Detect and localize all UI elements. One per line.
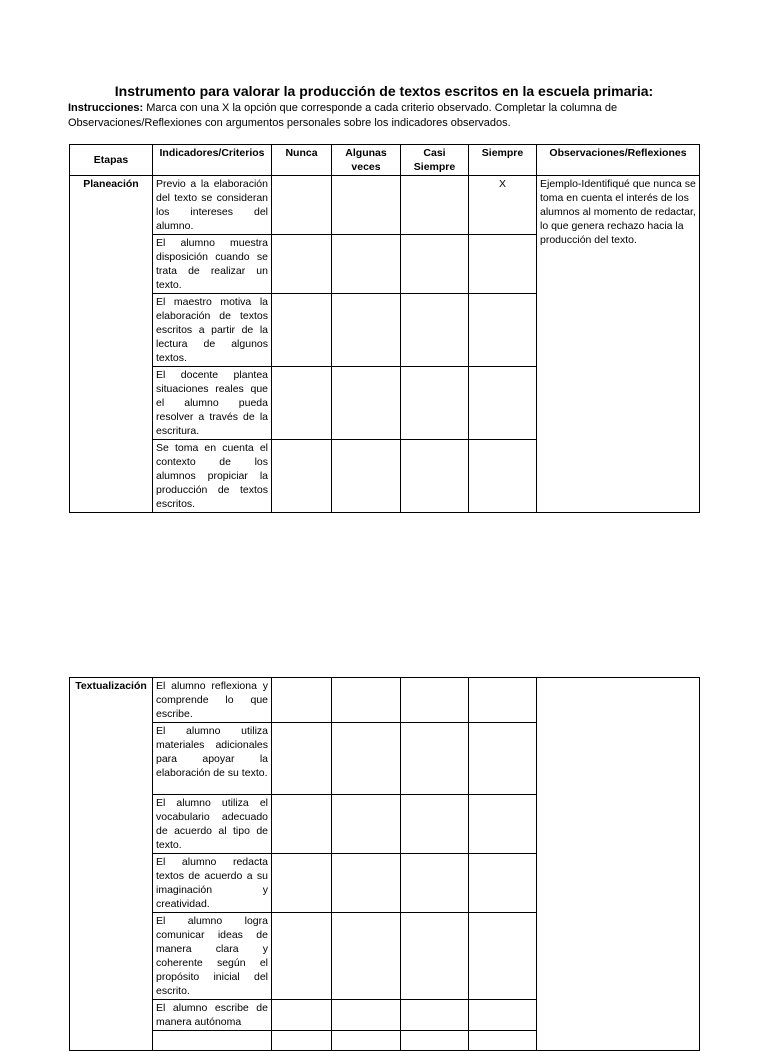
- nunca-cell[interactable]: [272, 235, 332, 294]
- criterio-cell: El docente plantea situaciones reales que el alumno pueda resolver a través de la escritura.: [153, 367, 272, 440]
- algunas-veces-cell[interactable]: [332, 723, 401, 795]
- criterio-cell: El alumno utiliza el vocabulario adecuado de acuerdo al tipo de texto.: [153, 795, 272, 854]
- criterio-cell: El alumno muestra disposición cuando se trata de realizar un texto.: [153, 235, 272, 294]
- algunas-veces-cell[interactable]: [332, 440, 401, 513]
- header-casi-siempre: Casi Siempre: [401, 145, 469, 176]
- siempre-cell[interactable]: [469, 1031, 537, 1051]
- nunca-cell[interactable]: [272, 1031, 332, 1051]
- siempre-cell[interactable]: [469, 723, 537, 795]
- nunca-cell[interactable]: [272, 294, 332, 367]
- nunca-cell[interactable]: [272, 723, 332, 795]
- casi-siempre-cell[interactable]: [401, 176, 469, 235]
- evaluation-table-textualizacion: [69, 677, 700, 1051]
- casi-siempre-cell[interactable]: [401, 1000, 469, 1031]
- siempre-cell[interactable]: X: [469, 176, 537, 235]
- header-etapas: Etapas: [70, 145, 153, 176]
- instructions-label: Instrucciones:: [68, 102, 144, 114]
- header-nunca: Nunca: [272, 145, 332, 176]
- casi-siempre-cell[interactable]: [401, 1031, 469, 1051]
- header-siempre: Siempre: [469, 145, 537, 176]
- nunca-cell[interactable]: [272, 678, 332, 723]
- nunca-cell[interactable]: [272, 854, 332, 913]
- algunas-veces-cell[interactable]: [332, 176, 401, 235]
- algunas-veces-cell[interactable]: [332, 294, 401, 367]
- siempre-cell[interactable]: [469, 913, 537, 1000]
- nunca-cell[interactable]: [272, 440, 332, 513]
- stage-textualizacion: Textualización: [70, 678, 153, 1051]
- criterio-cell: [153, 1031, 272, 1051]
- casi-siempre-cell[interactable]: [401, 795, 469, 854]
- evaluation-table-planeacion: [69, 144, 700, 513]
- casi-siempre-cell[interactable]: [401, 367, 469, 440]
- nunca-cell[interactable]: [272, 367, 332, 440]
- header-algunas-veces: Algunas veces: [332, 145, 401, 176]
- siempre-cell[interactable]: [469, 678, 537, 723]
- header-observaciones: Observaciones/Reflexiones: [537, 145, 700, 176]
- algunas-veces-cell[interactable]: [332, 235, 401, 294]
- criterio-cell: Se toma en cuenta el contexto de los alumnos propiciar la producción de textos escritos.: [153, 440, 272, 513]
- siempre-cell[interactable]: [469, 1000, 537, 1031]
- siempre-cell[interactable]: [469, 235, 537, 294]
- nunca-cell[interactable]: [272, 795, 332, 854]
- criterio-cell: El alumno reflexiona y comprende lo que escribe.: [153, 678, 272, 723]
- casi-siempre-cell[interactable]: [401, 235, 469, 294]
- nunca-cell[interactable]: [272, 176, 332, 235]
- document-title: Instrumento para valorar la producción de textos escritos en la escuela primaria:: [114, 83, 654, 99]
- casi-siempre-cell[interactable]: [401, 678, 469, 723]
- header-indicadores: Indicadores/Criterios: [153, 145, 272, 176]
- observaciones-cell[interactable]: [537, 678, 700, 1051]
- siempre-cell[interactable]: [469, 367, 537, 440]
- nunca-cell[interactable]: [272, 1000, 332, 1031]
- siempre-cell[interactable]: [469, 795, 537, 854]
- casi-siempre-cell[interactable]: [401, 723, 469, 795]
- table-row: [70, 176, 700, 235]
- casi-siempre-cell[interactable]: [401, 294, 469, 367]
- criterio-cell: El alumno logra comunicar ideas de manera clara y coherente según el propósito inicial del escrito.: [153, 913, 272, 1000]
- casi-siempre-cell[interactable]: [401, 854, 469, 913]
- criterio-cell: El maestro motiva la elaboración de textos escritos a partir de la lectura de algunos textos.: [153, 294, 272, 367]
- criterio-cell: Previo a la elaboración del texto se consideran los intereses del alumno.: [153, 176, 272, 235]
- siempre-cell[interactable]: [469, 440, 537, 513]
- algunas-veces-cell[interactable]: [332, 1031, 401, 1051]
- instructions: [68, 101, 708, 131]
- nunca-cell[interactable]: [272, 913, 332, 1000]
- criterio-cell: El alumno utiliza materiales adicionales para apoyar la elaboración de su texto.: [153, 723, 272, 795]
- siempre-cell[interactable]: [469, 294, 537, 367]
- algunas-veces-cell[interactable]: [332, 678, 401, 723]
- stage-planeacion: Planeación: [70, 176, 153, 513]
- casi-siempre-cell[interactable]: [401, 913, 469, 1000]
- criterio-cell: El alumno escribe de manera autónoma: [153, 1000, 272, 1031]
- siempre-cell[interactable]: [469, 854, 537, 913]
- observaciones-cell[interactable]: Ejemplo-Identifiqué que nunca se toma en cuenta el interés de los alumnos al momento de redactar, lo que genera rechazo hacia la producción del texto.: [537, 176, 700, 513]
- criterio-cell: El alumno redacta textos de acuerdo a su imaginación y creatividad.: [153, 854, 272, 913]
- header-row: [70, 145, 700, 176]
- algunas-veces-cell[interactable]: [332, 1000, 401, 1031]
- algunas-veces-cell[interactable]: [332, 367, 401, 440]
- casi-siempre-cell[interactable]: [401, 440, 469, 513]
- algunas-veces-cell[interactable]: [332, 913, 401, 1000]
- algunas-veces-cell[interactable]: [332, 854, 401, 913]
- instructions-text: Marca con una X la opción que corresponde a cada criterio observado. Completar la columna de Observaciones/Reflexiones con argumentos personales sobre los indicadores observados.: [68, 102, 618, 129]
- algunas-veces-cell[interactable]: [332, 795, 401, 854]
- table-row: [70, 678, 700, 723]
